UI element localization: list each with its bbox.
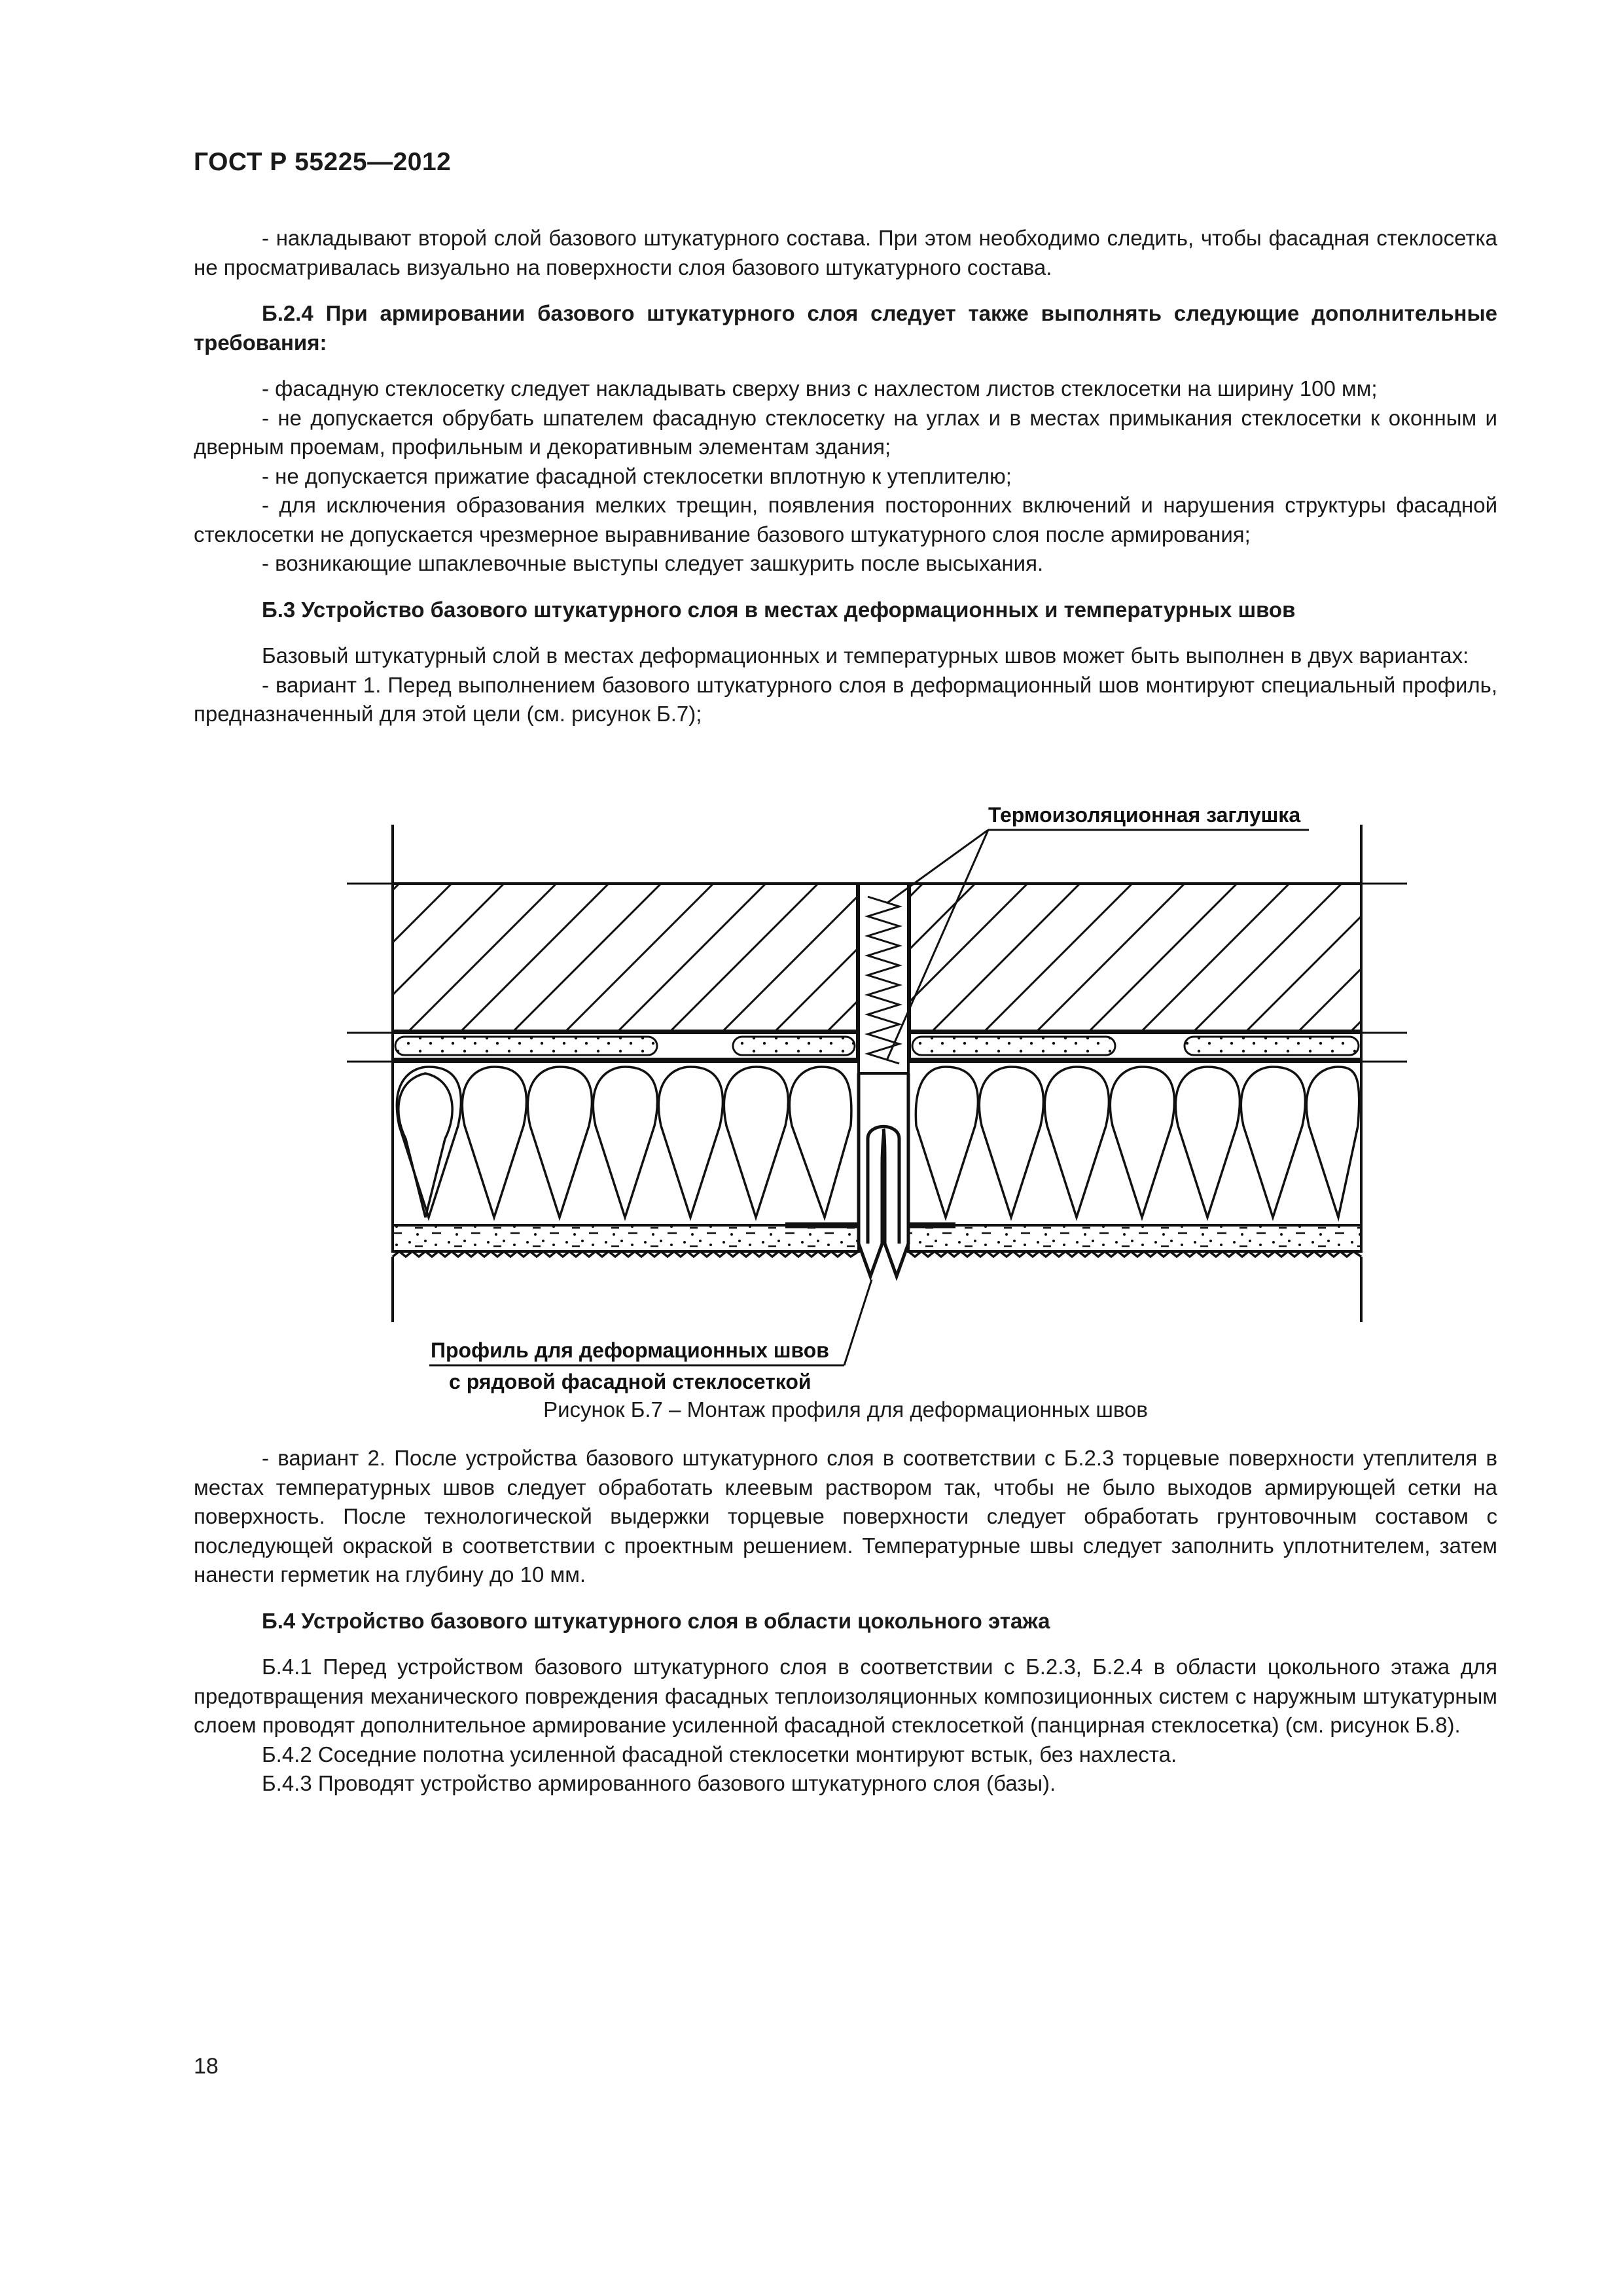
section-heading-b24: Б.2.4 При армировании базового штукатурного слоя следует также выполнять следующие дополнительные требования: [194, 301, 1497, 355]
paragraph: Б.4.2 Соседние полотна усиленной фасадной стеклосетки монтируют встык, без нахлеста. [262, 1742, 1177, 1767]
paragraph: Б.4.1 Перед устройством базового штукатурного слоя в соответствии с Б.2.3, Б.2.4 в области цокольного этажа для предотвращения механического повреждения фасадных теплоизоляционных композиционных систем с наружным штукатурным слоем проводят дополнительное армирование усиленной фасадной стеклосеткой (панцирная стеклосетка) (см. рисунок Б.8). [194, 1655, 1497, 1737]
list-item: - не допускается прижатие фасадной стеклосетки вплотную к утеплителю; [262, 463, 1012, 488]
list-item: - фасадную стеклосетку следует накладывать сверху вниз с нахлестом листов стеклосетки на ширину 100 мм; [262, 376, 1378, 401]
label-thermal-plug: Термоизоляционная заглушка [988, 803, 1301, 827]
text-block-bottom [194, 1444, 1497, 1799]
list-item: - не допускается обрубать шпателем фасадную стеклосетку на углах и в местах примыкания стеклосетки к оконным и дверным проемам, профильным и декоративным элементам здания; [194, 405, 1497, 459]
figure-b7-diagram [327, 798, 1427, 1394]
paragraph: Б.4.3 Проводят устройство армированного базового штукатурного слоя (базы). [262, 1771, 1056, 1795]
label-profile-line1: Профиль для деформационных швов [431, 1338, 829, 1362]
page-number: 18 [194, 2054, 219, 2079]
figure-caption: Рисунок Б.7 – Монтаж профиля для деформационных швов [543, 1397, 1148, 1422]
section-heading-b3: Б.3 Устройство базового штукатурного слоя в местах деформационных и температурных швов [262, 597, 1296, 622]
paragraph: - накладывают второй слой базового штукатурного состава. При этом необходимо следить, чтобы фасадная стеклосетка не просматривалась визуально на поверхности слоя базового штукатурного состава. [194, 226, 1497, 279]
section-heading-b4: Б.4 Устройство базового штукатурного слоя в области цокольного этажа [262, 1608, 1050, 1633]
paragraph: Базовый штукатурный слой в местах деформационных и температурных швов может быть выполнен в двух вариантах: [262, 643, 1469, 668]
paragraph: - вариант 2. После устройства базового штукатурного слоя в соответствии с Б.2.3 торцевые поверхности утеплителя в местах температурных швов следует обработать клеевым раствором так, чтобы не было выходов армирующей сетки на поверхность. После технологической выдержки торцевые поверхности следует обработать грунтовочным составом с последующей окраской в соответствии с проектным решением. Температурные швы следует заполнить уплотнителем, затем нанести герметик на глубину до 10 мм. [194, 1446, 1497, 1587]
list-item: - вариант 1. Перед выполнением базового штукатурного слоя в деформационный шов монтируют специальный профиль, предназначенный для этой цели (см. рисунок Б.7); [194, 672, 1497, 726]
label-profile-line2: с рядовой фасадной стеклосеткой [449, 1370, 812, 1393]
document-header: ГОСТ Р 55225—2012 [194, 148, 452, 176]
text-block-top [194, 224, 1497, 729]
list-item: - возникающие шпаклевочные выступы следует зашкурить после высыхания. [262, 551, 1044, 575]
list-item: - для исключения образования мелких трещин, появления посторонних включений и нарушения структуры фасадной стеклосетки не допускается чрезмерное выравнивание базового штукатурного слоя после армирования; [194, 493, 1497, 547]
